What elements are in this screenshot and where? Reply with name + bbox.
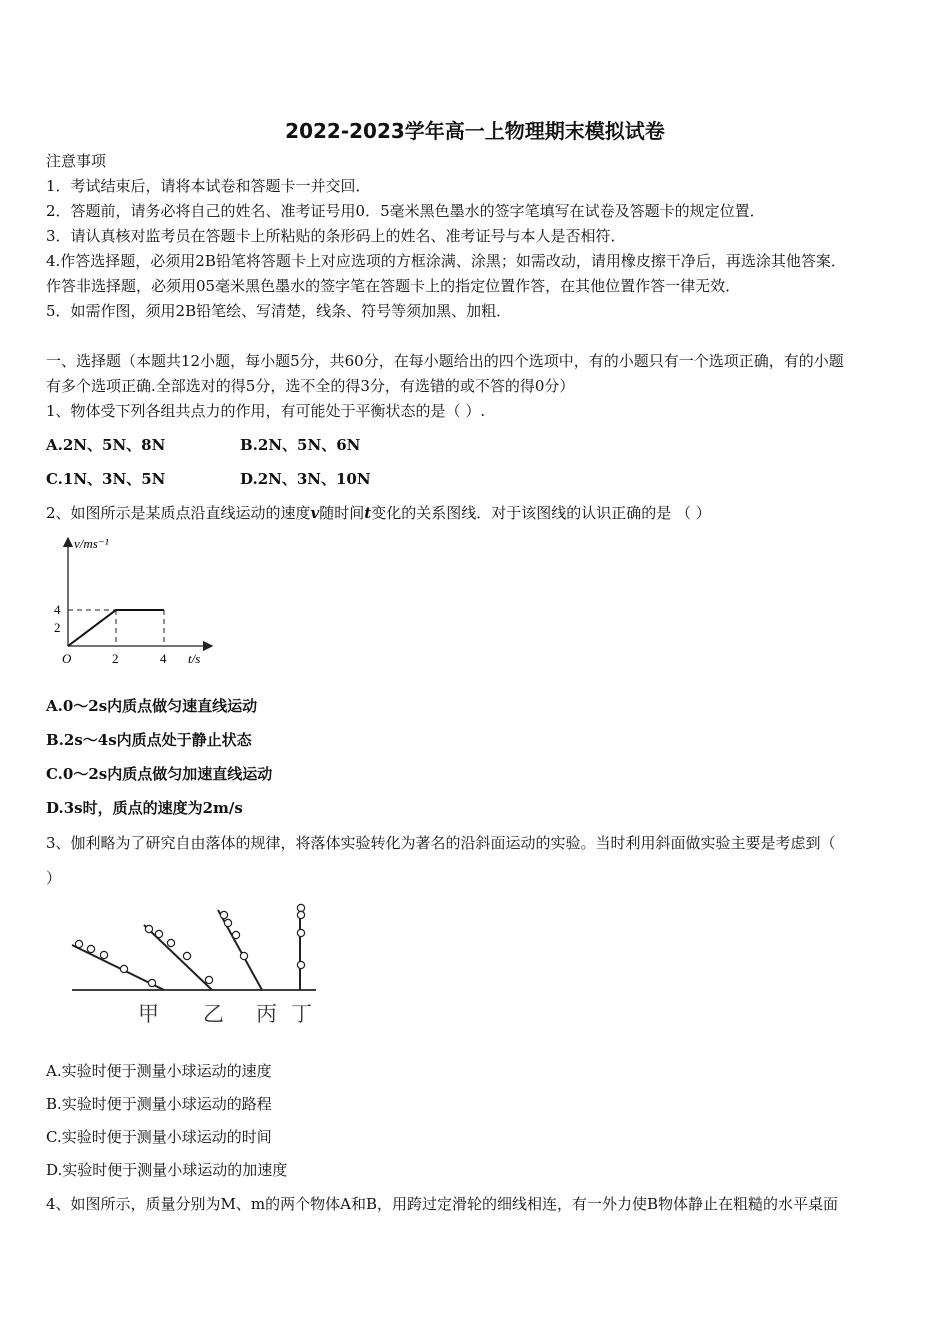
section-instructions: 一、选择题（本题共12小题，每小题5分，共60分，在每小题给出的四个选项中，有的小题只有一个选项正确，有的小题 [46,352,844,370]
ball [183,952,190,959]
y-tick-label: 4 [54,602,61,617]
ball [167,939,174,946]
ball [145,925,152,932]
notice-line: 5．如需作图，须用2B铅笔绘、写清楚，线条、符号等须加黑、加粗． [46,302,512,320]
stem-text: 变化的关系图线．对于该图线的认识正确的是 （ ） [371,504,711,522]
section-instructions: 有多个选项正确.全部选对的得5分，选不全的得3分，有选错的或不答的得0分） [46,377,575,395]
ball [297,911,304,918]
x-tick-label: 4 [160,651,167,666]
question-1-stem: 1、物体受下列各组共点力的作用，有可能处于平衡状态的是（ ）. [46,402,486,420]
question-2-stem [46,503,711,523]
q3-option-c: C.实验时便于测量小球运动的时间 [46,1128,272,1146]
figure-label-bing: 丙 [256,1002,277,1026]
origin-label: O [62,651,72,666]
ball [220,911,227,918]
q3-option-b: B.实验时便于测量小球运动的路程 [46,1095,272,1113]
q2-option-d: D.3s时，质点的速度为2m/s [46,799,243,817]
q1-option-a: A.2N、5N、8N [46,436,166,454]
ball [205,976,212,983]
question-4-stem: 4、如图所示，质量分别为M、m的两个物体A和B，用跨过定滑轮的细线相连，有一外力使B物体静止在粗糙的水平桌面 [46,1195,839,1213]
figure-label-ding: 丁 [291,1002,312,1026]
q2-option-a: A.0～2s内质点做匀速直线运动 [46,697,258,715]
inclined-plane-figure [60,898,330,1033]
ball [232,931,239,938]
velocity-time-graph [50,530,220,670]
ball [240,952,247,959]
ball [297,961,304,968]
q3-option-a: A.实验时便于测量小球运动的速度 [46,1062,272,1080]
symbol-v: v [310,504,320,522]
question-3-stem: 3、伽利略为了研究自由落体的规律，将落体实验转化为著名的沿斜面运动的实验。当时利用斜面做实验主要是考虑到（ [46,834,836,852]
notice-line: 1．考试结束后，请将本试卷和答题卡一并交回． [46,177,371,195]
notice-line: 4.作答选择题，必须用2B铅笔将答题卡上对应选项的方框涂满、涂黑；如需改动，请用橡皮擦干净后，再选涂其他答案． [46,252,846,270]
notice-line: 2．答题前，请务必将自己的姓名、准考证号用0．5毫米黑色墨水的签字笔填写在试卷及答题卡的规定位置． [46,202,765,220]
ball [155,930,162,937]
q2-option-b: B.2s～4s内质点处于静止状态 [46,731,252,749]
ball [297,929,304,936]
ball [224,919,231,926]
ball [297,904,304,911]
q2-option-c: C.0～2s内质点做匀加速直线运动 [46,765,273,783]
y-tick-label: 2 [54,620,61,635]
notice-heading: 注意事项 [46,152,107,170]
ball [87,945,94,952]
q1-option-b: B.2N、5N、6N [240,436,361,454]
ball [100,951,107,958]
notice-line: 3．请认真核对监考员在答题卡上所粘贴的条形码上的姓名、准考证号与本人是否相符． [46,227,626,245]
x-axis-label: t/s [188,651,201,666]
figure-label-yi: 乙 [203,1002,224,1026]
y-axis-label: v/ms⁻¹ [74,536,109,551]
stem-text: 随时间 [319,504,365,522]
figure-label-jia: 甲 [138,1002,159,1026]
page-title: 2022-2023学年高一上物理期末模拟试卷 [285,119,665,143]
ball [148,979,155,986]
question-3-stem-end: ） [46,869,62,887]
ball [120,965,127,972]
x-tick-label: 2 [112,651,119,666]
q3-option-d: D.实验时便于测量小球运动的加速度 [46,1161,288,1179]
notice-line: 作答非选择题，必须用05毫米黑色墨水的签字笔在答题卡上的指定位置作答，在其他位置作答一律无效． [46,277,741,295]
q1-option-d: D.2N、3N、10N [240,470,371,488]
symbol-t: t [364,504,372,522]
ball [75,940,82,947]
stem-text: 2、如图所示是某质点沿直线运动的速度 [46,504,311,522]
q1-option-c: C.1N、3N、5N [46,470,166,488]
